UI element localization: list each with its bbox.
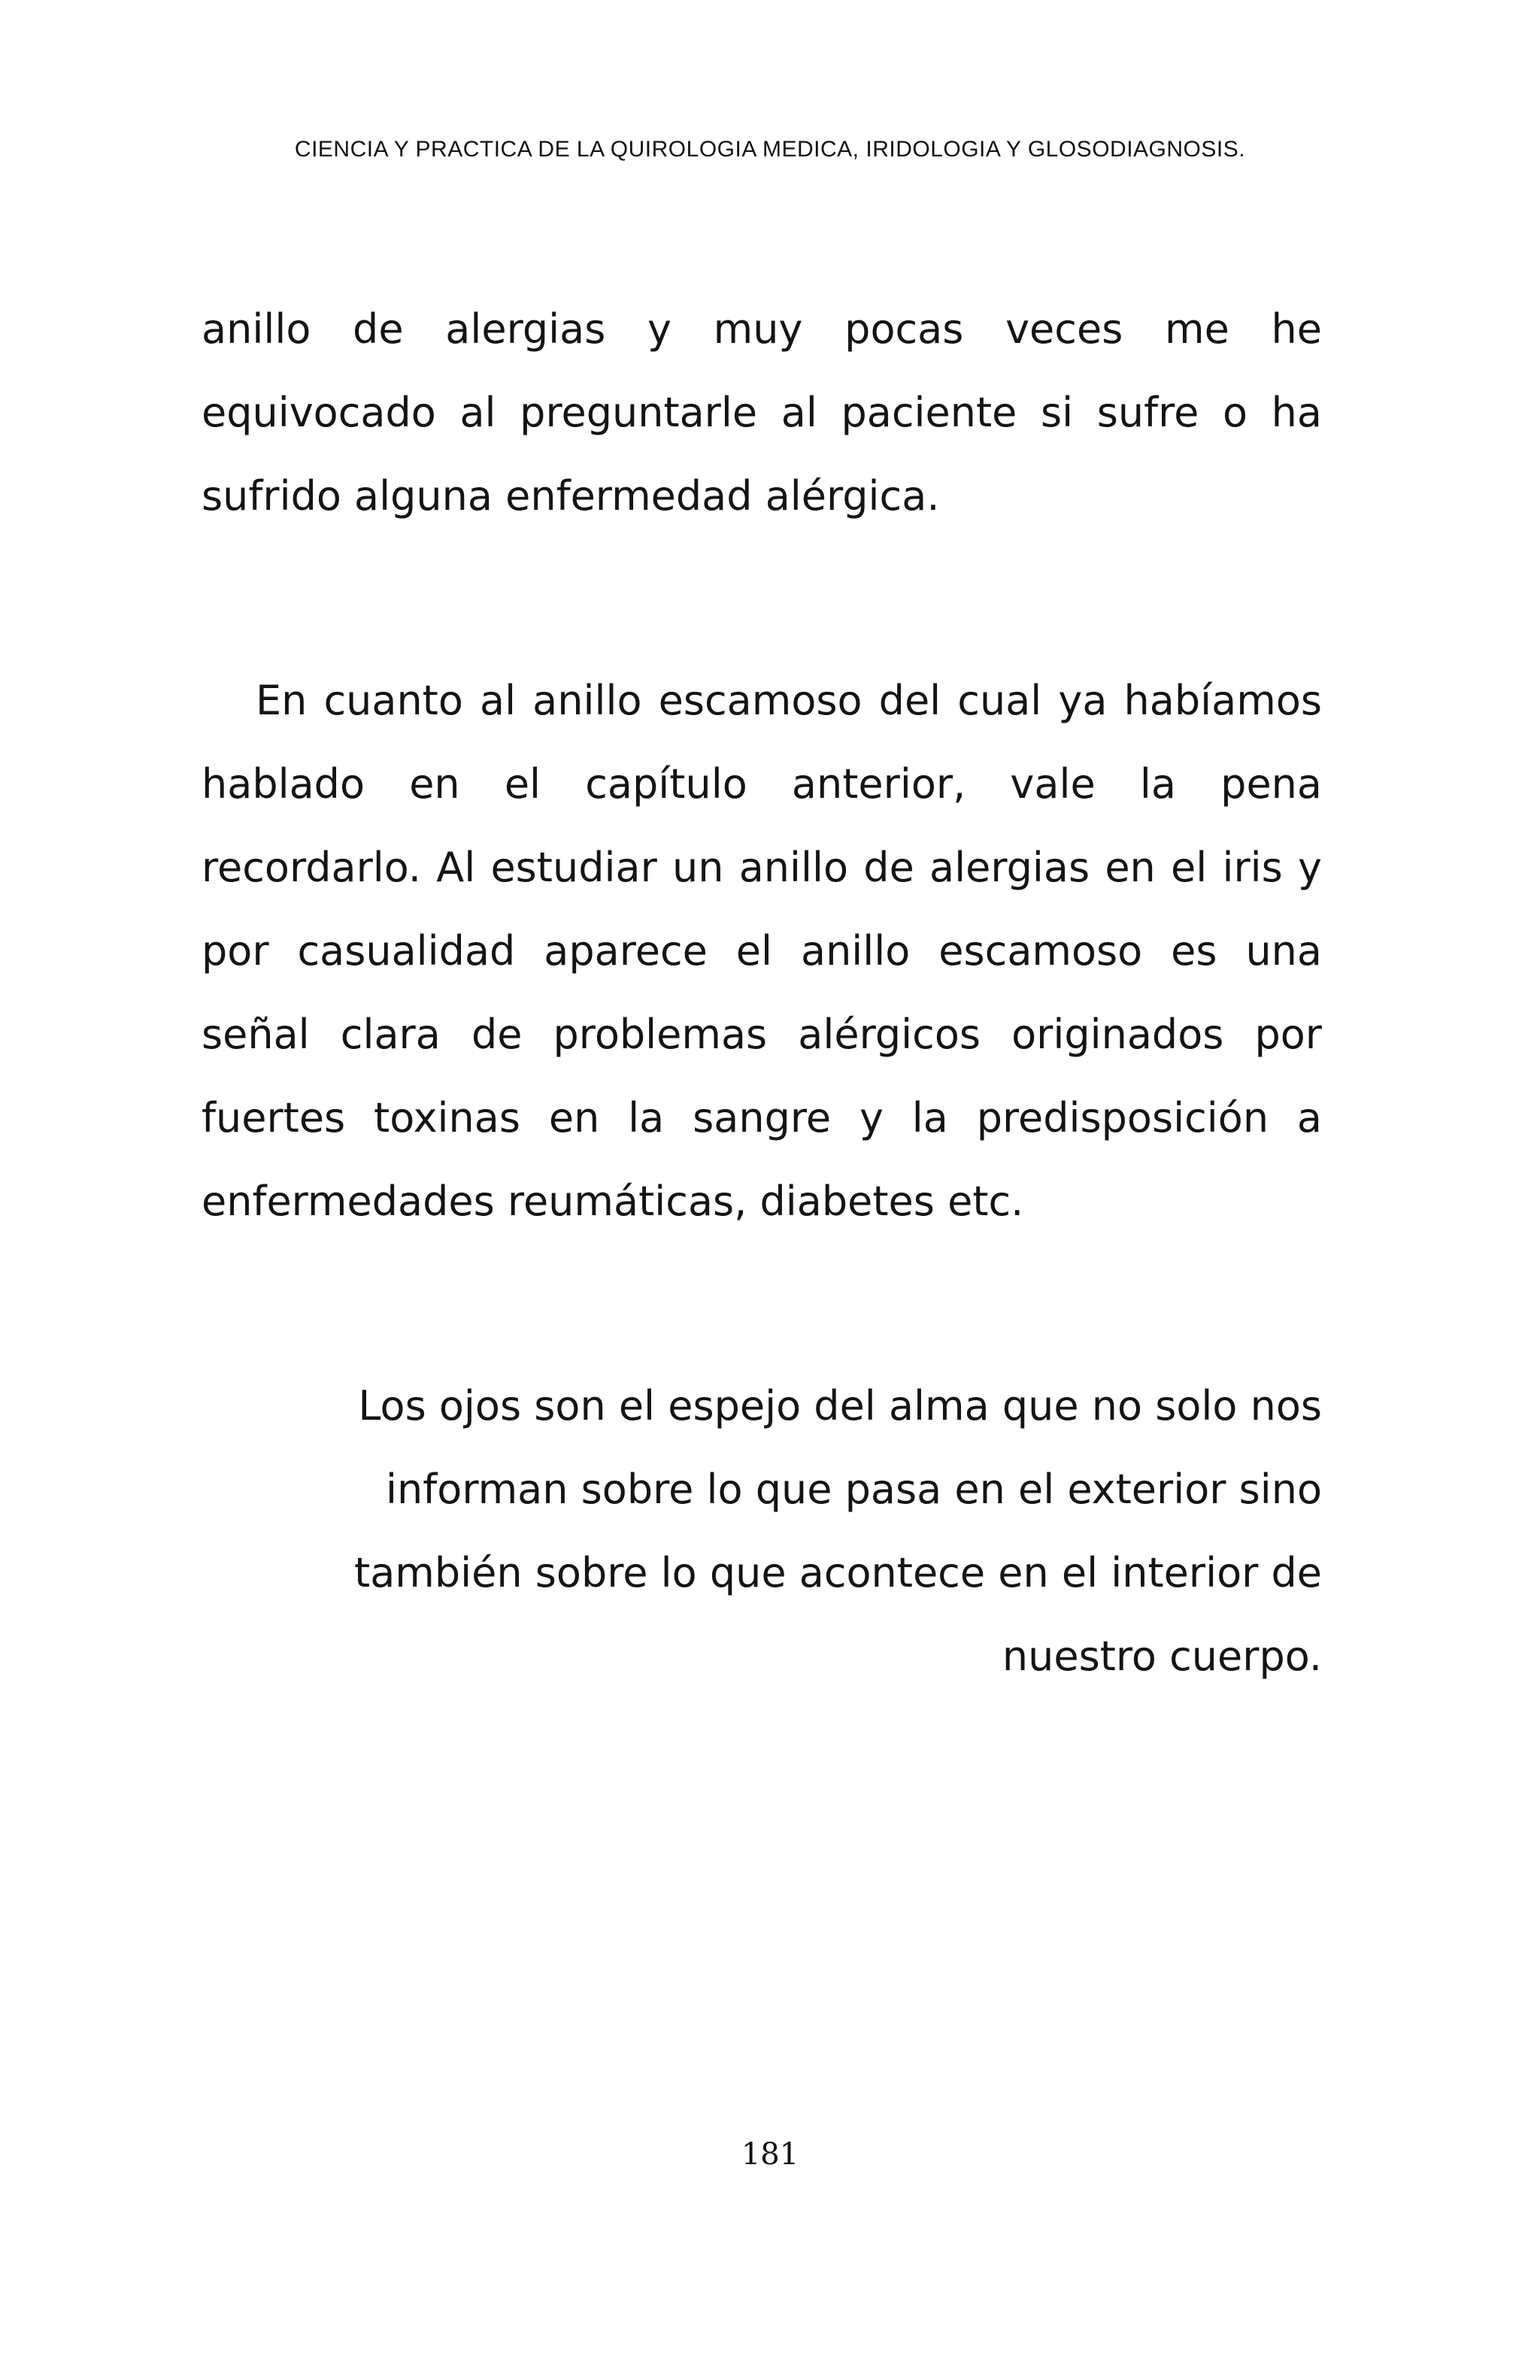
running-header: CIENCIA Y PRACTICA DE LA QUIROLOGIA MEDICA, IRIDOLOGIA Y GLOSODIAGNOSIS. [294,137,1246,162]
body-paragraph-2: En cuanto al anillo escamoso del cual ya habíamos hablado en el capítulo anterior, vale la pena recordarlo. Al estudiar un anillo de alergias en el iris y por casualidad aparece el anillo escamoso es una señal clara de problemas alérgicos originados por fuertes toxinas en la sangre y la predisposición a enfermedades reumáticas, diabetes etc. [202,677,1322,1225]
quote-line: Los ojos son el espejo del alma que no solo nos [358,1382,1322,1430]
quote-line: informan sobre lo que pasa en el exterior sino [386,1466,1322,1513]
closing-quote [254,1364,1322,1698]
quote-line: nuestro cuerpo. [1002,1633,1322,1680]
body-paragraph-1: anillo de alergias y muy pocas veces me he equivocado al preguntarle al paciente si sufre o ha sufrido alguna enfermedad alérgica. [202,305,1322,520]
page-number: 181 [741,2137,799,2172]
quote-line: también sobre lo que acontece en el interior de [354,1549,1322,1596]
